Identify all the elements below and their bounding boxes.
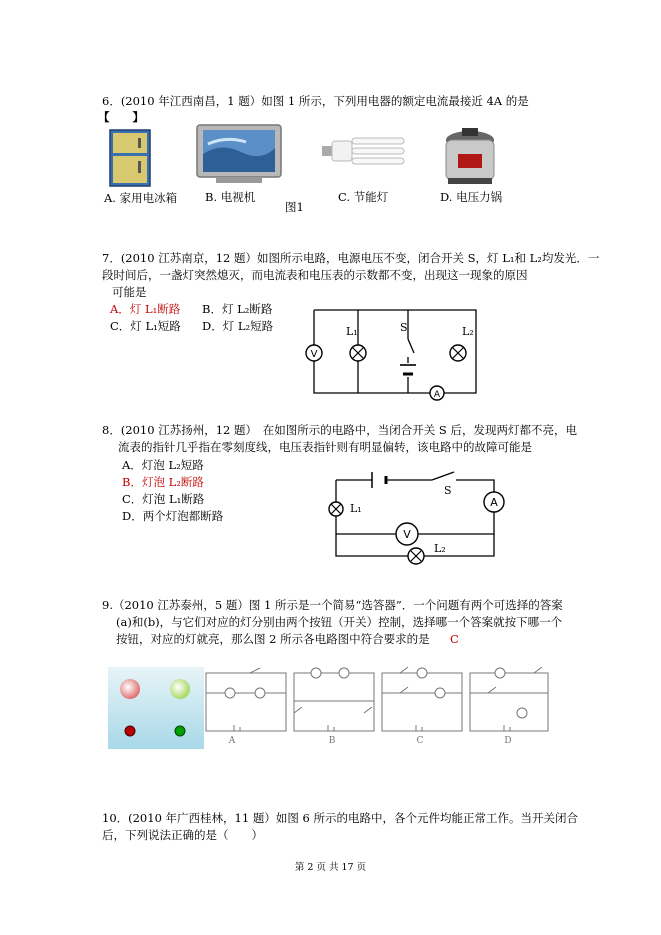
- q7-stem-line1: 7．(2010 江苏南京，12 题）如图所示电路，电源电压不变，闭合开关 S，灯 L₁和 L₂均发光．一: [102, 251, 600, 265]
- q8-option-d: D．两个灯泡都断路: [122, 509, 224, 523]
- q7-option-c: C．灯 L₁短路: [110, 319, 181, 333]
- q8-ammeter-label: A: [490, 496, 498, 509]
- q7-option-a: A．灯 L₁断路: [110, 302, 181, 316]
- q8-switch-label: S: [444, 484, 452, 497]
- pressure-cooker-icon: [440, 126, 500, 188]
- q9-circuit-b: [294, 668, 374, 731]
- q6-option-c: C. 节能灯: [338, 190, 389, 204]
- q9-answer: C: [450, 632, 459, 646]
- energy-saving-lamp-icon: [318, 128, 410, 172]
- q7-ammeter-label: A: [433, 390, 441, 400]
- q6-answer-bracket: 【 】: [98, 110, 144, 124]
- q6-option-b: B. 电视机: [205, 190, 256, 204]
- q7-option-d: D．灯 L₂短路: [202, 319, 274, 333]
- q10-stem-line1: 10．(2010 年广西桂林，11 题）如图 6 所示的电路中，各个元件均能正常工作。当开关闭合: [102, 811, 578, 825]
- q9-circuit-a-label: A: [228, 736, 236, 746]
- q7-voltmeter-label: V: [310, 349, 318, 360]
- refrigerator-icon: [108, 128, 152, 188]
- q7-l1-label: L₁: [346, 325, 358, 338]
- q8-l2-label: L₂: [434, 542, 446, 555]
- q6-stem: 6．(2010 年江西南昌，1 题）如图 1 所示，下列用电器的额定电流最接近 4A 的是: [102, 94, 529, 108]
- q9-circuit-a: [206, 668, 286, 731]
- q6-option-d: D. 电压力锅: [440, 190, 503, 204]
- q8-option-a: A．灯泡 L₂短路: [122, 458, 204, 472]
- q9-circuit-options: [204, 667, 550, 747]
- q9-stem-line3: 按钮，对应的灯就亮，那么图 2 所示各电路图中符合要求的是: [116, 632, 430, 646]
- q10-stem-line2: 后，下列说法正确的是（ ）: [102, 828, 263, 842]
- q9-circuit-b-label: B: [328, 736, 336, 746]
- q8-voltmeter-label: V: [403, 528, 411, 541]
- q9-circuit-c: [382, 667, 462, 731]
- q7-stem-line3: 可能是: [112, 285, 147, 299]
- q9-circuit-d: [470, 667, 548, 731]
- q9-circuit-d-label: D: [504, 736, 512, 746]
- q7-circuit-diagram: [298, 305, 490, 403]
- q8-stem-line1: 8．(2010 江苏扬州，12 题） 在如图所示的电路中，当闭合开关 S 后，发现两灯都不亮，电: [102, 423, 577, 437]
- q6-option-a: A. 家用电冰箱: [104, 191, 178, 205]
- q8-option-b: B．灯泡 L₂断路: [122, 475, 204, 489]
- q9-circuit-c-label: C: [416, 736, 424, 746]
- television-icon: [196, 124, 282, 186]
- q9-stem-line2: (a)和(b)，与它们对应的灯分别由两个按钮（开关）控制，选择哪一个答案就按下哪一个: [116, 615, 563, 629]
- q6-figure-caption: 图1: [285, 200, 304, 214]
- q7-l2-label: L₂: [462, 325, 474, 338]
- answer-selector-device-image: [108, 667, 204, 749]
- q9-stem-line1: 9.（2010 江苏泰州，5 题）图 1 所示是一个简易“选答器”．一个问题有两个可选择的答案: [102, 598, 563, 612]
- q8-l1-label: L₁: [350, 502, 362, 515]
- q8-option-c: C．灯泡 L₁断路: [122, 492, 205, 506]
- q7-option-b: B．灯 L₂断路: [202, 302, 273, 316]
- q8-stem-line2: 流表的指针几乎指在零刻度线，电压表指针则有明显偏转，该电路中的故障可能是: [118, 440, 532, 454]
- q7-stem-line2: 段时间后，一盏灯突然熄灭，而电流表和电压表的示数都不变，出现这一现象的原因: [102, 268, 528, 282]
- q8-circuit-diagram: [322, 468, 528, 566]
- q7-switch-label: S: [400, 321, 408, 334]
- page-footer: 第 2 页 共 17 页: [294, 862, 367, 873]
